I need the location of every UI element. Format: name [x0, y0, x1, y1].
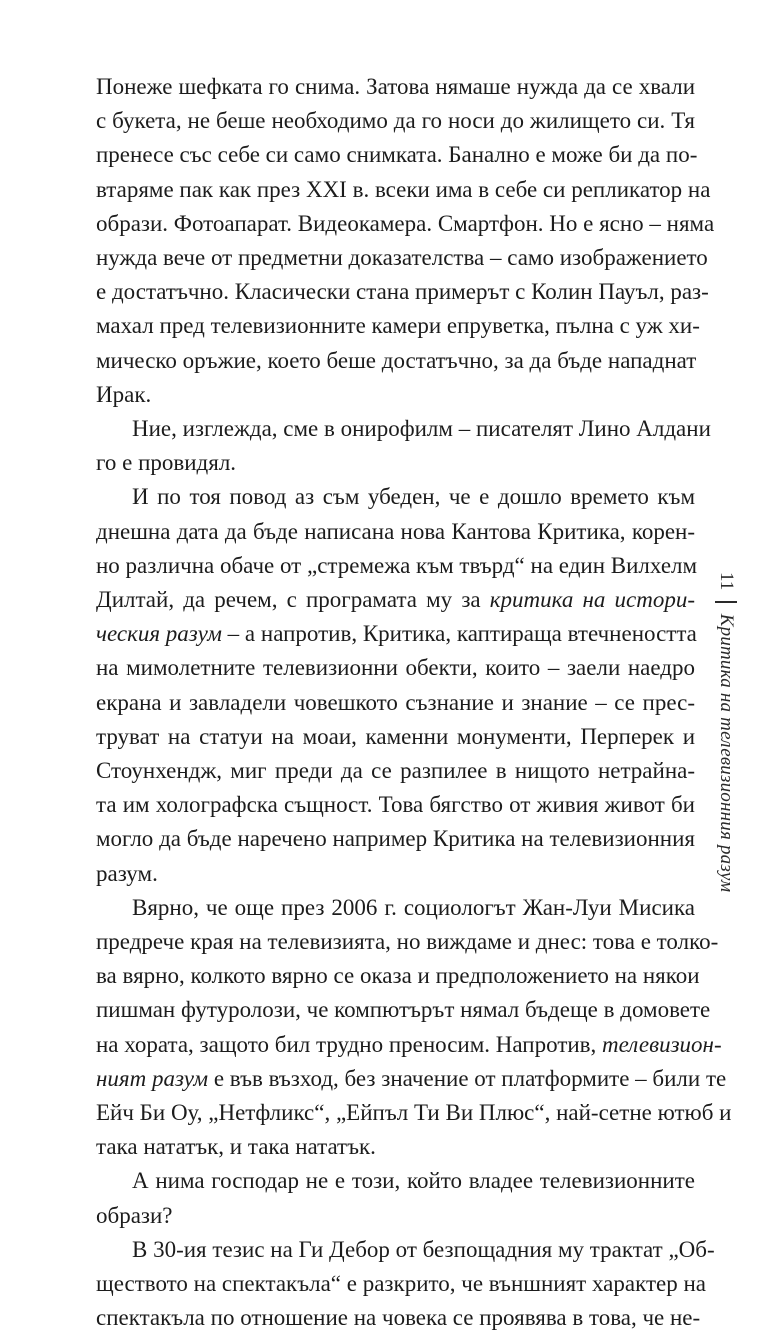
- text-run: пренесе със себе си само снимката. Банално е може би да по-: [96, 142, 698, 168]
- text-run: Ние, изглежда, сме в онирофилм – писателят Лино Алдани: [132, 416, 711, 441]
- text-line: [96, 686, 695, 720]
- text-line: [96, 207, 715, 241]
- text-run: Вярно, че още през 2006 г. социологът Жан-Луи Мисика: [132, 894, 695, 920]
- text-run: Стоунхендж, миг преди да се разпилее в нищото нетрайна-: [96, 758, 695, 783]
- text-line: [96, 344, 695, 378]
- text-run: Ирак.: [96, 381, 152, 407]
- text-run: Дилтай, да речем, с програмата му за: [96, 587, 490, 612]
- text-run: но различна обаче от „стремежа към твърд“ на един Вилхелм: [96, 552, 698, 578]
- text-run: труват на статуи на моаи, каменни монументи, Перперек и: [96, 723, 695, 749]
- text-run: махал пред телевизионните камери епруветка, пълна с уж хи-: [96, 313, 700, 339]
- text-run: е достатъчно. Класически стана примерът с Колин Пауъл, раз-: [96, 279, 709, 305]
- text-run: ществото на спектакъла“ е разкрито, че външният характер на: [96, 1271, 706, 1296]
- text-line: [132, 1164, 695, 1198]
- page-number: 11: [716, 572, 737, 591]
- text-run: предрече края на телевизията, но виждаме и днес: това е толко-: [96, 929, 719, 954]
- text-run: втаряме пак как през XXI в. всеки има в себе си репликатор на: [96, 176, 711, 202]
- text-line: [96, 993, 711, 1027]
- text-line: [96, 720, 695, 754]
- header-divider: [715, 601, 737, 603]
- text-run: нужда вече от предметни доказателства – само изображението: [96, 245, 708, 270]
- side-running-header: [703, 572, 749, 972]
- text-run: В 30-ия тезис на Ги Дебор от безпощадния му трактат „Об-: [132, 1236, 715, 1262]
- text-line: [96, 857, 695, 891]
- text-run: образи?: [96, 1202, 173, 1228]
- italic-text: ният разум: [96, 1065, 209, 1091]
- running-head: Критика на телевизионния разум: [716, 613, 737, 893]
- text-line: [96, 70, 695, 104]
- text-line: [96, 241, 708, 275]
- text-run: така нататък, и така нататък.: [96, 1134, 376, 1160]
- text-run: А нима господар не е този, който владее телевизионните: [132, 1168, 695, 1194]
- text-line: [96, 1199, 695, 1233]
- text-run: мическо оръжие, което беше достатъчно, за да бъде нападнат: [96, 347, 697, 373]
- text-line: [96, 309, 700, 343]
- text-run: днешна дата да бъде написана нова Кантова Критика, корен-: [96, 518, 695, 544]
- text-line: [96, 1267, 706, 1301]
- text-line: [96, 959, 700, 993]
- text-line: [96, 788, 695, 822]
- text-line: [96, 378, 695, 412]
- text-run: с букета, не беше необходимо да го носи до жилището си. Тя: [96, 108, 695, 134]
- text-run: екрана и завладели човешкото съзнание и знание – се прес-: [96, 689, 695, 715]
- text-line: [96, 1130, 695, 1164]
- text-line: [132, 891, 695, 925]
- text-line: [132, 480, 695, 514]
- text-line: [132, 1233, 715, 1267]
- text-run: Ейч Би Оу, „Нетфликс“, „Ейпъл Ти Ви Плюс“, най-сетне ютюб и: [96, 1100, 732, 1125]
- text-line: [96, 1028, 722, 1062]
- text-line: [96, 651, 695, 685]
- text-line: [132, 412, 711, 446]
- text-line: [96, 822, 695, 856]
- text-line: [96, 1301, 701, 1335]
- text-line: [96, 173, 711, 207]
- italic-text: критика на истори-: [489, 587, 695, 612]
- text-line: [96, 104, 695, 138]
- text-run: ва вярно, колкото вярно се оказа и предположението на някои: [96, 963, 700, 989]
- text-run: е във възход, без значение от платформите – били те: [208, 1065, 727, 1091]
- text-run: на хората, защото бил трудно преносим. Напротив,: [96, 1031, 603, 1057]
- text-run: та им холографска същност. Това бягство от живия живот би: [96, 792, 695, 818]
- text-line: [96, 275, 709, 309]
- text-line: [96, 925, 719, 959]
- text-run: могло да бъде наречено например Критика на телевизионния: [96, 826, 695, 852]
- italic-text: телевизион-: [602, 1031, 722, 1057]
- text-run: Понеже шефката го снима. Затова нямаше нужда да се хвали: [96, 74, 695, 99]
- text-line: [96, 549, 698, 583]
- text-line: [96, 138, 698, 172]
- text-line: [96, 617, 695, 651]
- text-run: – а напротив, Критика, каптираща втечнеността: [221, 621, 697, 647]
- text-line: [96, 446, 695, 480]
- italic-text: ческия разум: [96, 621, 222, 647]
- text-run: спектакъла по отношение на човека се проявява в това, че не-: [96, 1305, 701, 1331]
- text-run: И по тоя повод аз съм убеден, че е дошло времето към: [132, 484, 695, 510]
- text-run: на мимолетните телевизионни обекти, които – заели наедро: [96, 655, 695, 681]
- text-run: пишман футуролози, че компютърът нямал бъдеще в домовете: [96, 997, 711, 1023]
- text-line: [96, 1062, 727, 1096]
- text-run: образи. Фотоапарат. Видеокамера. Смартфон. Но е ясно – няма: [96, 210, 715, 236]
- text-line: [96, 1096, 732, 1130]
- text-run: разум.: [96, 860, 158, 886]
- text-run: го е провидял.: [96, 450, 237, 476]
- text-line: [96, 515, 695, 549]
- text-line: [96, 754, 695, 788]
- text-line: [96, 583, 695, 617]
